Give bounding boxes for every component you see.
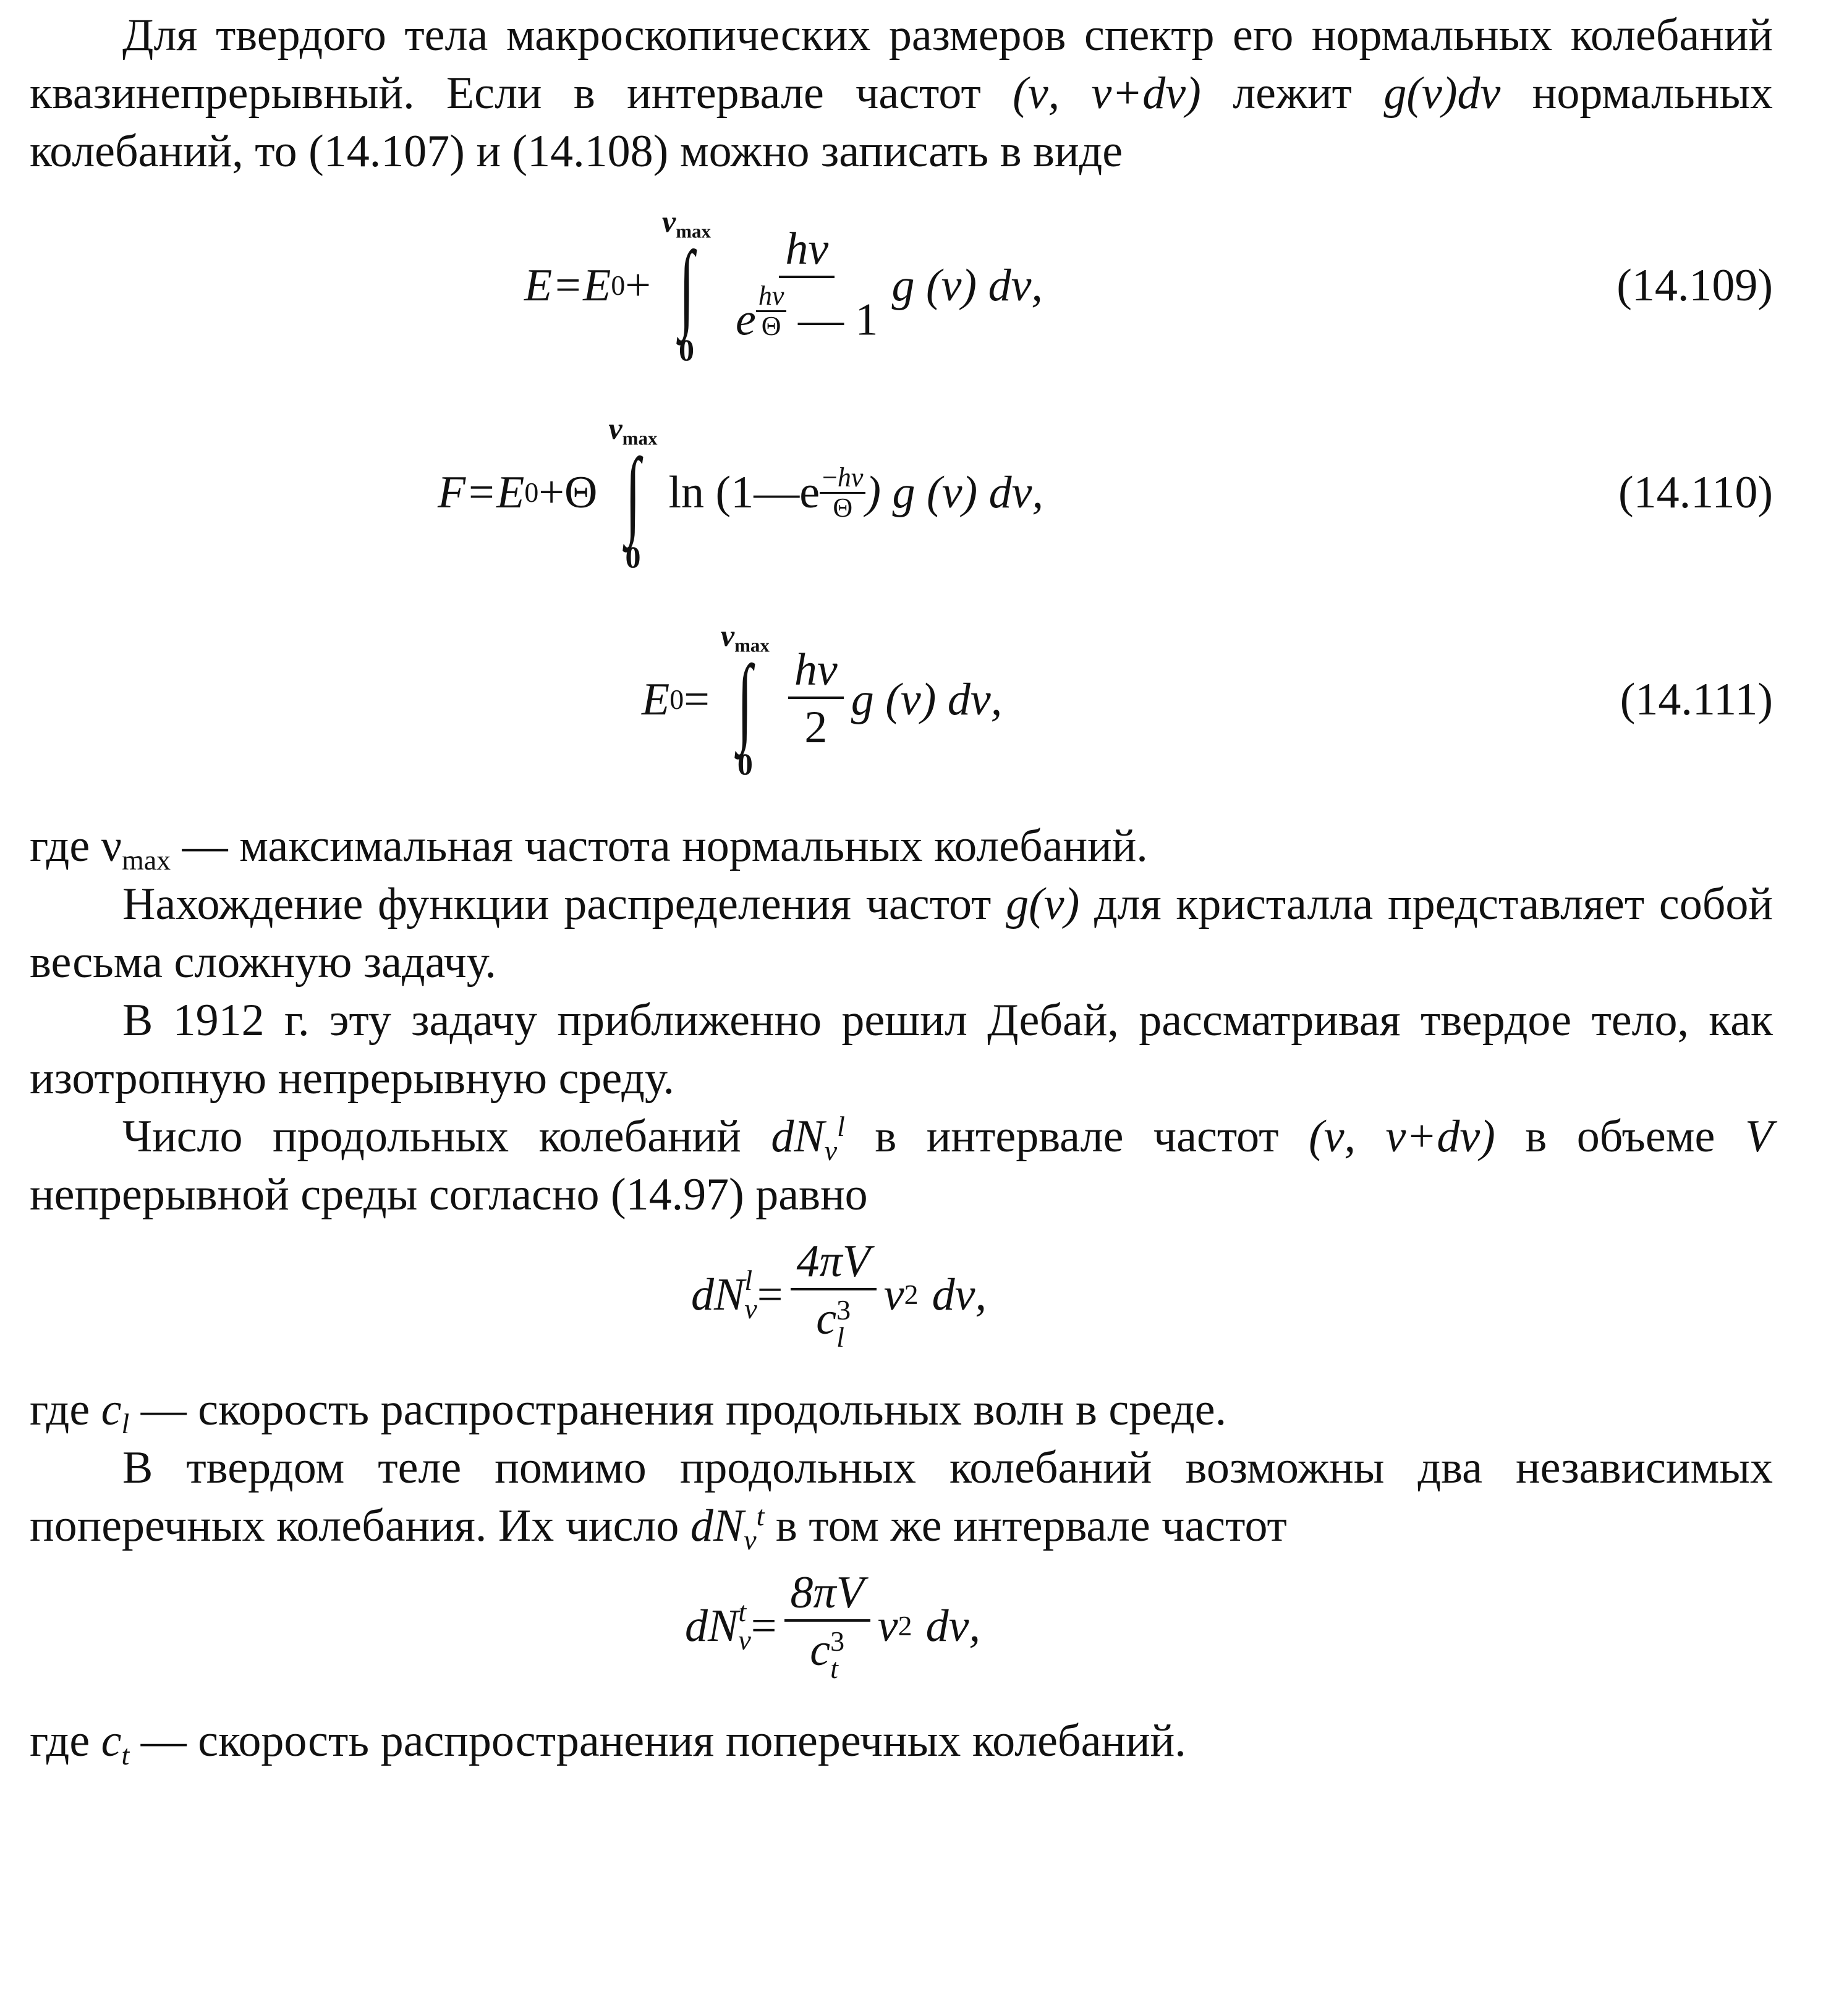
eq-long-lhs-sub: ν bbox=[744, 1293, 757, 1324]
eq-trans-lhs-sub: ν bbox=[738, 1624, 751, 1656]
eq-trans-den-c: c bbox=[810, 1625, 831, 1676]
eq-trans-den bbox=[804, 1622, 851, 1682]
paragraph-transverse bbox=[30, 1439, 1773, 1555]
eq110-tail: ) g (ν) dν, bbox=[865, 467, 1044, 518]
eq-trans-den-sup: 3 bbox=[830, 1625, 845, 1657]
eq-trans-den-scripts bbox=[830, 1625, 845, 1684]
dN-sup: l bbox=[837, 1110, 845, 1142]
text-long-c: в объеме bbox=[1525, 1111, 1715, 1162]
text-trans-b: в том же интервале частот bbox=[775, 1501, 1287, 1551]
g-nu-dnu: g(ν)dν bbox=[1383, 68, 1501, 119]
eq-long-lhs: dN bbox=[691, 1269, 745, 1320]
eq111-den: 2 bbox=[804, 702, 828, 753]
equation-14-110 bbox=[30, 391, 1773, 595]
eq-trans-lhs-scripts bbox=[738, 1598, 750, 1654]
dN-trans-inline bbox=[690, 1499, 765, 1556]
eq111-integral bbox=[721, 617, 770, 782]
eq111-upper: ν bbox=[720, 618, 735, 653]
paragraph-cl bbox=[30, 1381, 1773, 1439]
text-intro-rest: нормальных колебаний, то (14.107) и (14.108) можно записать в виде bbox=[30, 68, 1774, 177]
integral-sign-icon: ∫ bbox=[737, 645, 753, 755]
nu-symbol: ν bbox=[101, 821, 122, 871]
eq-long-lhs-scripts bbox=[744, 1266, 757, 1323]
interval-expr: (ν, ν+dν) bbox=[1013, 68, 1201, 119]
eq109-lhs: E=E bbox=[524, 260, 611, 311]
paragraph-longitudinal bbox=[30, 1108, 1773, 1224]
eq-trans-num: 8πV bbox=[784, 1570, 870, 1622]
eq-trans-fraction bbox=[784, 1567, 870, 1684]
text-cl-rest: — скорость распространения продольных волн в среде. bbox=[140, 1384, 1227, 1435]
text-trans-a: В твердом теле помимо продольных колебаний возможны два независимых поперечных колебания. Их число bbox=[30, 1442, 1773, 1551]
integral-sign-icon: ∫ bbox=[679, 231, 694, 341]
eq-long-fraction bbox=[791, 1236, 877, 1353]
dN-symbol: dN bbox=[771, 1111, 825, 1162]
eq109-den-e: e bbox=[736, 294, 756, 345]
eq109-den-minus: — 1 bbox=[797, 294, 878, 345]
eq111-equals: = bbox=[684, 674, 710, 725]
eq-long-lhs-sup: l bbox=[744, 1264, 753, 1296]
eq109-exp-num: hν bbox=[756, 282, 787, 312]
eq111-num: hν bbox=[788, 647, 844, 699]
eq111-upper-sub: max bbox=[734, 634, 770, 656]
eq109-integral bbox=[662, 203, 711, 368]
equation-14-111 bbox=[30, 595, 1773, 805]
eq-long-num: 4πV bbox=[791, 1239, 877, 1290]
equation-transverse bbox=[30, 1555, 1773, 1697]
paragraph-intro bbox=[30, 6, 1773, 180]
eq110-lower: 0 bbox=[625, 540, 641, 574]
eq-long-den-sup: 3 bbox=[836, 1294, 851, 1326]
equation-number: (14.111) bbox=[1620, 674, 1773, 725]
paragraph-distribution bbox=[30, 875, 1773, 991]
dN-symbol: dN bbox=[690, 1501, 744, 1551]
dN-long-inline bbox=[771, 1110, 845, 1166]
eq111-body: E 0 = $\nu_{max}$ ∫ 0 $\frac{h\nu}{2}$ g (ν) dν, bbox=[642, 618, 1003, 781]
eq-trans-tail: dν, bbox=[925, 1601, 980, 1651]
eq-trans-den-sub: t bbox=[830, 1652, 838, 1684]
eq111-lhs: E bbox=[642, 674, 670, 725]
c-symbol: c bbox=[101, 1384, 122, 1435]
eq110-exp-den: Θ bbox=[833, 492, 853, 523]
eq-trans-body: dN t ν = 8πV c 3 t ν 2 dν, bbox=[685, 1567, 980, 1684]
eq-long-nu: ν bbox=[883, 1269, 904, 1320]
eq-long-den-c: c bbox=[816, 1294, 837, 1345]
eq109-exp bbox=[756, 282, 787, 341]
eq110-ln: ln (1—e bbox=[668, 467, 820, 518]
eq-long-body: dN l ν = 4πV c 3 l ν 2 dν, bbox=[691, 1236, 987, 1353]
text-distribution-b: для кристалла представляет собой весьма сложную задачу. bbox=[30, 879, 1774, 988]
c-l-sub: l bbox=[121, 1407, 130, 1439]
paragraph-debye bbox=[30, 991, 1773, 1108]
eq110-exp-num-wrap bbox=[820, 464, 865, 494]
eq110-upper: ν bbox=[608, 411, 622, 446]
dN-sup: t bbox=[756, 1499, 765, 1531]
equation-longitudinal bbox=[30, 1224, 1773, 1366]
page bbox=[30, 6, 1773, 1770]
eq109-plus: + bbox=[625, 260, 652, 311]
eq111-lower: 0 bbox=[737, 747, 753, 781]
eq-long-den-sub: l bbox=[836, 1321, 844, 1353]
eq109-fraction bbox=[729, 226, 884, 344]
eq109-upper: ν bbox=[662, 204, 676, 239]
eq109-den bbox=[729, 278, 884, 344]
paragraph-ct bbox=[30, 1712, 1773, 1770]
interval-expr: (ν, ν+dν) bbox=[1309, 1111, 1495, 1162]
eq110-upper-sub: max bbox=[622, 427, 658, 449]
nu-max-sub: max bbox=[122, 844, 171, 876]
text-where: где bbox=[30, 821, 90, 871]
eq-long-equals: = bbox=[757, 1269, 783, 1320]
eq110-exp bbox=[820, 464, 865, 522]
paragraph-numax bbox=[30, 817, 1773, 875]
eq-long-tail: dν, bbox=[932, 1269, 987, 1320]
eq110-body: F=E 0 +Θ $\nu_{max}$ ∫ 0 ln (1—e $\frac{-h\nu}{\Theta}$ ) g (ν) dν, bbox=[438, 411, 1044, 574]
eq-trans-nu: ν bbox=[877, 1601, 898, 1651]
eq109-upper-sub: max bbox=[676, 220, 712, 242]
text-long-b: в интервале частот bbox=[875, 1111, 1279, 1162]
eq111-fraction bbox=[788, 647, 844, 752]
dN-sub: ν bbox=[824, 1134, 838, 1166]
volume-symbol: V bbox=[1744, 1111, 1774, 1162]
c-t-sub: t bbox=[121, 1739, 130, 1771]
eq109-body: E=E 0 + $\nu_{max}$ ∫ 0 hν e $\frac{h\nu}{\Theta}$ — 1 g (ν) dν, bbox=[524, 204, 1043, 367]
g-nu: g(ν) bbox=[1006, 879, 1080, 930]
eq110-integral bbox=[608, 410, 657, 575]
eq109-num: hν bbox=[779, 226, 835, 278]
eq110-plus-theta: +Θ bbox=[538, 467, 598, 518]
text-ct-rest: — скорость распространения поперечных колебаний. bbox=[140, 1716, 1186, 1766]
text-where: где bbox=[30, 1384, 90, 1435]
eq-trans-lhs-sup: t bbox=[738, 1596, 747, 1627]
text-debye: В 1912 г. эту задачу приближенно решил Дебай, рассматривая твердое тело, как изотропную непрерывную среду. bbox=[30, 995, 1773, 1104]
equation-number: (14.109) bbox=[1616, 260, 1773, 311]
text-intro: Для твердого тела макроскопических размеров спектр его нормальных колебаний квазинепрерывный. Если в интервале частот bbox=[30, 10, 1773, 119]
dN-sub: ν bbox=[744, 1523, 757, 1556]
eq110-lhs: F=E bbox=[438, 467, 525, 518]
text-numax-rest: — максимальная частота нормальных колебаний. bbox=[182, 821, 1148, 871]
text-distribution-a: Нахождение функции распределения частот bbox=[122, 879, 992, 930]
eq109-tail: g (ν) dν, bbox=[891, 260, 1043, 311]
eq109-lower: 0 bbox=[679, 332, 695, 367]
eq109-exp-den: Θ bbox=[761, 311, 781, 342]
text-lies: лежит bbox=[1233, 68, 1353, 119]
c-symbol: c bbox=[101, 1716, 122, 1766]
eq-trans-equals: = bbox=[750, 1601, 777, 1651]
equation-14-109 bbox=[30, 180, 1773, 391]
eq111-tail: g (ν) dν, bbox=[851, 674, 1003, 725]
eq-long-den bbox=[810, 1290, 857, 1353]
equation-number: (14.110) bbox=[1618, 467, 1773, 518]
eq-trans-lhs: dN bbox=[685, 1601, 739, 1651]
text-long-d: непрерывной среды согласно (14.97) равно bbox=[30, 1169, 868, 1220]
text-long-a: Число продольных колебаний bbox=[122, 1111, 741, 1162]
eq110-exp-minus: − bbox=[822, 462, 838, 493]
text-where: где bbox=[30, 1716, 90, 1766]
integral-sign-icon: ∫ bbox=[625, 438, 641, 548]
eq110-exp-num: hν bbox=[837, 462, 864, 493]
eq-long-den-scripts bbox=[836, 1294, 851, 1353]
